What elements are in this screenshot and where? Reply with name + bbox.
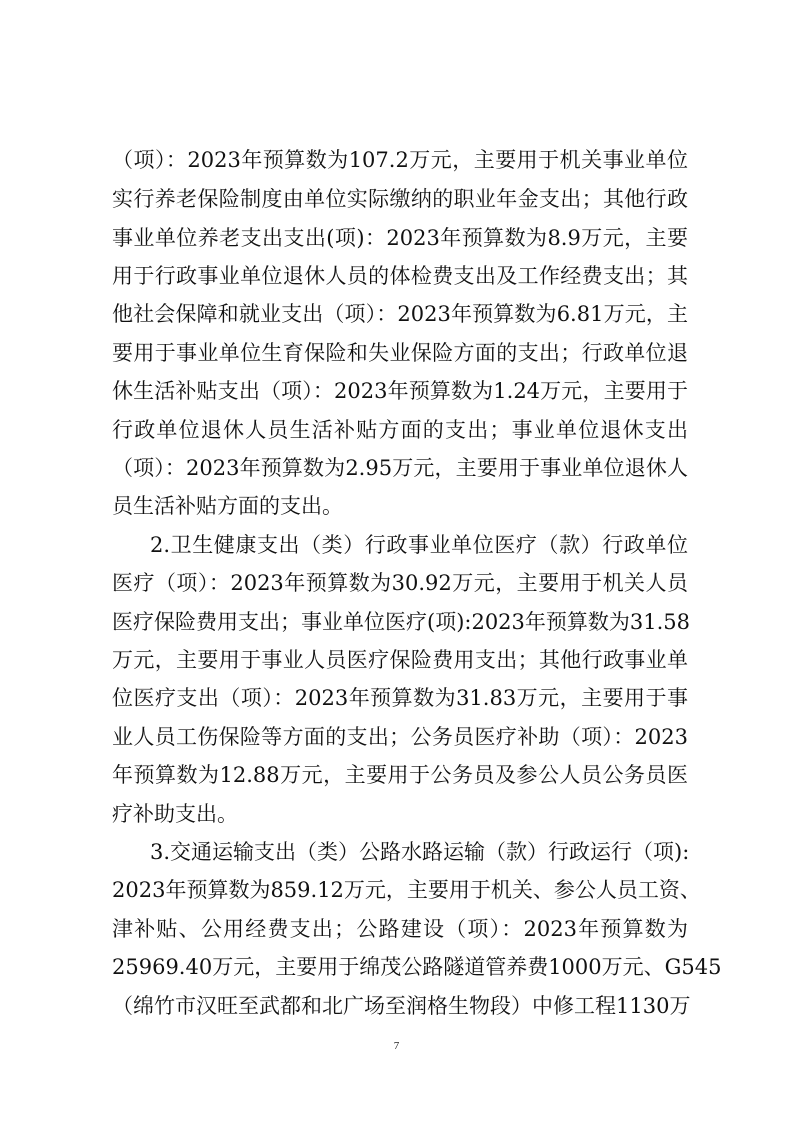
paragraph-2-heading-line: 2.卫生健康支出（类）行政事业单位医疗（款）行政单位 xyxy=(150,533,688,557)
text-line-16: 业人员工伤保险等方面的支出；公务员医疗补助（项）：2023 xyxy=(112,725,688,749)
text-line-9: （项）：2023年预算数为2.95万元，主要用于事业单位退休人 xyxy=(112,456,688,480)
text-line-23: （绵竹市汉旺至武都和北广场至润格生物段）中修工程1130万 xyxy=(112,994,691,1018)
text-line-8: 行政单位退休人员生活补贴方面的支出；事业单位退休支出 xyxy=(112,418,688,442)
text-line-1: （项）：2023年预算数为107.2万元，主要用于机关事业单位 xyxy=(112,148,688,172)
text-line-15: 位医疗支出（项）：2023年预算数为31.83万元，主要用于事 xyxy=(112,686,688,710)
text-line-17: 年预算数为12.88万元，主要用于公务员及参公人员公务员医 xyxy=(112,763,688,787)
page-number: 7 xyxy=(393,1040,400,1052)
text-line-18: 疗补助支出。 xyxy=(112,802,238,826)
text-line-14: 万元，主要用于事业人员医疗保险费用支出；其他行政事业单 xyxy=(112,648,688,672)
text-line-7: 休生活补贴支出（项）：2023年预算数为1.24万元，主要用于 xyxy=(112,379,688,403)
text-line-10: 员生活补贴方面的支出。 xyxy=(112,494,343,518)
text-line-5: 他社会保障和就业支出（项）：2023年预算数为6.81万元，主 xyxy=(112,302,688,326)
text-line-21: 津补贴、公用经费支出；公路建设（项）：2023年预算数为 xyxy=(112,917,688,941)
text-line-3: 事业单位养老支出支出(项)：2023年预算数为8.9万元，主要 xyxy=(112,226,688,250)
paragraph-3-heading-line: 3.交通运输支出（类）公路水路运输（款）行政运行（项): xyxy=(150,840,690,864)
text-line-13: 医疗保险费用支出；事业单位医疗(项):2023年预算数为31.58 xyxy=(112,610,691,634)
text-line-20: 2023年预算数为859.12万元，主要用于机关、参公人员工资、 xyxy=(112,878,701,902)
text-line-4: 用于行政事业单位退休人员的体检费支出及工作经费支出；其 xyxy=(112,264,688,288)
text-line-22: 25969.40万元，主要用于绵茂公路隧道管养费1000万元、G545 xyxy=(112,955,722,979)
text-line-6: 要用于事业单位生育保险和失业保险方面的支出；行政单位退 xyxy=(112,341,688,365)
text-line-12: 医疗（项）：2023年预算数为30.92万元，主要用于机关人员 xyxy=(112,571,688,595)
text-line-2: 实行养老保险制度由单位实际缴纳的职业年金支出；其他行政 xyxy=(112,187,688,211)
